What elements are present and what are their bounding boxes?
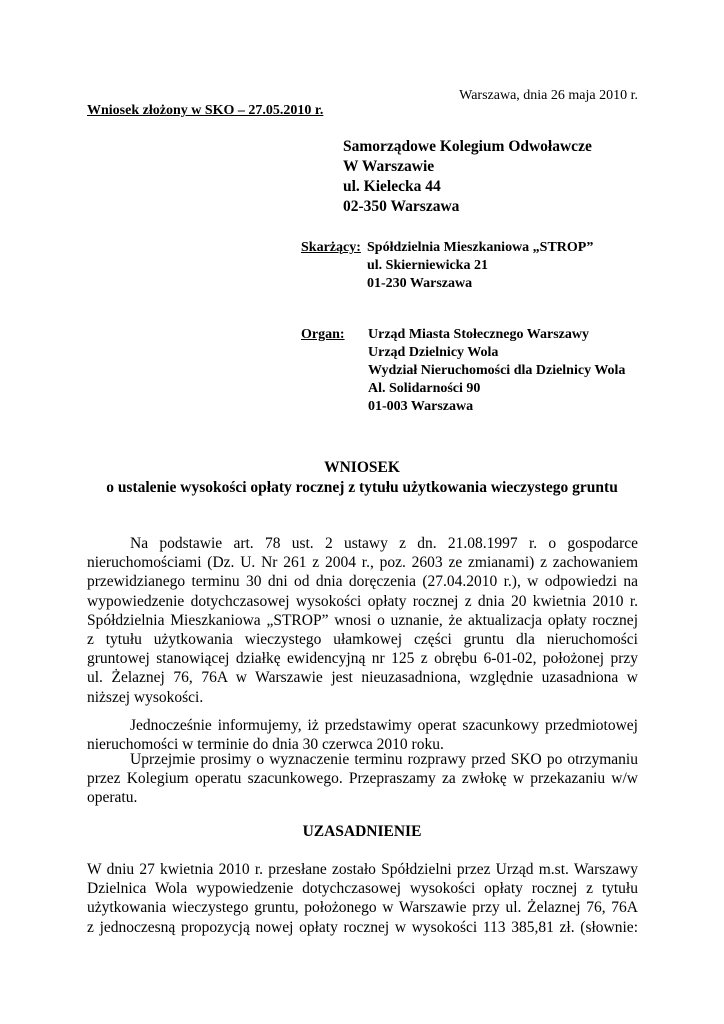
complainant-label: Skarżący: [301, 240, 361, 255]
organ-line: Al. Solidarności 90 [368, 381, 481, 396]
organ-label: Organ: [301, 327, 345, 342]
complainant-line: ul. Skierniewicka 21 [367, 258, 488, 273]
filed-note: Wniosek złożony w SKO – 27.05.2010 r. [87, 103, 324, 118]
addressee-block [343, 137, 592, 217]
complainant-line: 01-230 Warszawa [367, 276, 473, 291]
title-main: WNIOSEK [324, 459, 400, 476]
paragraph-line: z jednoczesną propozycją nowej opłaty rocznej w wysokości 113 385,81 zł. (słownie: [87, 918, 638, 936]
paragraph-line: użytkowania wieczystego gruntu, położonego w Warszawie przy ul. Żelaznej 76, 76A [87, 899, 638, 917]
paragraph-line: W dniu 27 kwietnia 2010 r. przesłane zostało Spółdzielni przez Urząd m.st. Warszawy [87, 861, 638, 878]
organ-line: 01-003 Warszawa [368, 399, 474, 414]
addressee-line: Samorządowe Kolegium Odwoławcze [343, 138, 592, 155]
paragraph-line: Dzielnica Wola wypowiedzenie dotychczasowej wysokości opłaty rocznej z tytułu [87, 880, 638, 898]
organ-line: Wydział Nieruchomości dla Dzielnicy Wola [368, 363, 626, 378]
organ-line: Urząd Miasta Stołecznego Warszawy [368, 327, 589, 342]
paragraph-line: z tytułu użytkowania wieczystego ułamkowej części gruntu dla nieruchomości [87, 630, 638, 648]
justification-heading: UZASADNIENIE [302, 823, 422, 840]
paragraph-request [87, 534, 638, 707]
paragraph-justification [87, 860, 638, 937]
complainant-block [301, 239, 661, 299]
paragraph-line: gruntowej stanowiącej działkę ewidencyjną nr 125 z obrębu 6-01-02, położonej przy [87, 650, 638, 668]
addressee-line: W Warszawie [343, 158, 435, 175]
paragraph-line: przewidzianego terminu 30 dni od dnia doręczenia (27.04.2010 r.), w odpowiedzi na [87, 573, 638, 591]
paragraph-hearing [87, 750, 638, 808]
complainant-line: Spółdzielnia Mieszkaniowa „STROP” [367, 240, 594, 255]
paragraph-line: ul. Żelaznej 76, 76A w Warszawie jest nieuzasadniona, względnie uzasadniona w [87, 669, 638, 687]
addressee-line: ul. Kielecka 44 [343, 178, 441, 195]
paragraph-line: wypowiedzenie dotychczasowej wysokości opłaty rocznej z dnia 20 kwietnia 2010 r. [87, 592, 638, 610]
paragraph-line: Spółdzielnia Mieszkaniowa „STROP” wnosi o uznanie, że aktualizacja opłaty rocznej [87, 611, 638, 629]
organ-lines [368, 326, 625, 416]
paragraph-line: niższej wysokości. [87, 688, 204, 706]
organ-block [301, 326, 681, 426]
organ-line: Urząd Dzielnicy Wola [368, 345, 499, 360]
paragraph-line: nieruchomości w terminie do dnia 30 czerwca 2010 roku. [87, 736, 444, 754]
date-line: Warszawa, dnia 26 maja 2010 r. [459, 88, 638, 103]
document-title [0, 458, 724, 498]
paragraph-line: przez Kolegium operatu szacunkowego. Przepraszamy za zwłokę w przekazaniu w/w [87, 770, 638, 788]
complainant-lines [367, 239, 593, 293]
paragraph-appraisal [87, 716, 638, 754]
title-sub: o ustalenie wysokości opłaty rocznej z tytułu użytkowania wieczystego gruntu [106, 479, 618, 496]
addressee-line: 02-350 Warszawa [343, 198, 460, 215]
paragraph-line: Na podstawie art. 78 ust. 2 ustawy z dn. 21.08.1997 r. o gospodarce [130, 535, 638, 552]
paragraph-line: Jednocześnie informujemy, iż przedstawimy operat szacunkowy przedmiotowej [130, 717, 638, 734]
paragraph-line: nieruchomościami (Dz. U. Nr 261 z 2004 r., poz. 2603 ze zmianami) z zachowaniem [87, 554, 638, 572]
paragraph-line: operatu. [87, 789, 138, 807]
paragraph-line: Uprzejmie prosimy o wyznaczenie terminu rozprawy przed SKO po otrzymaniu [130, 751, 638, 768]
